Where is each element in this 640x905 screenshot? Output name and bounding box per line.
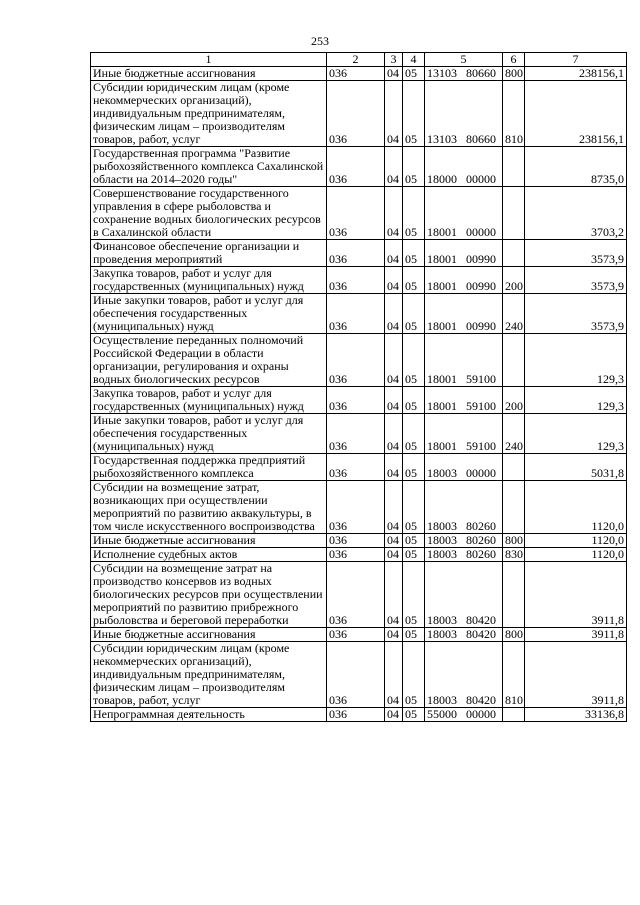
column-header: 7	[525, 53, 627, 67]
column-header: 5	[425, 53, 503, 67]
item-name-cell: Непрограммная деятельность	[91, 708, 327, 722]
item-name-cell: Иные бюджетные ассигнования	[91, 534, 327, 548]
subsection-cell: 05	[403, 334, 425, 387]
expense-type-cell	[503, 240, 525, 267]
subsection-cell: 05	[403, 548, 425, 562]
ministry-code-cell: 036	[327, 534, 385, 548]
column-header: 2	[327, 53, 385, 67]
table-row	[91, 267, 627, 294]
section-cell: 04	[385, 708, 403, 722]
table-row	[91, 534, 627, 548]
section-cell: 04	[385, 67, 403, 81]
subsection-cell: 05	[403, 642, 425, 708]
table-row	[91, 387, 627, 414]
ministry-code-cell: 036	[327, 628, 385, 642]
amount-cell: 8735,0	[525, 147, 627, 187]
subsection-cell: 05	[403, 81, 425, 147]
ministry-code-cell: 036	[327, 187, 385, 240]
item-name-cell: Субсидии юридическим лицам (кроме некоммерческих организаций), индивидуальным предпринимателям, физическим лицам – производителям товаров, работ, услуг	[91, 81, 327, 147]
target-article-cell: 18003 80420	[425, 562, 503, 628]
section-cell: 04	[385, 187, 403, 240]
amount-cell: 3911,8	[525, 628, 627, 642]
expense-type-cell	[503, 187, 525, 240]
target-article-cell: 13103 80660	[425, 81, 503, 147]
item-name-cell: Осуществление переданных полномочий Российской Федерации в области организации, регулирования и охраны водных биологических ресурсов	[91, 334, 327, 387]
subsection-cell: 05	[403, 294, 425, 334]
section-cell: 04	[385, 294, 403, 334]
subsection-cell: 05	[403, 240, 425, 267]
item-name-cell: Совершенствование государственного управления в сфере рыболовства и сохранение водных биологических ресурсов в Сахалинской области	[91, 187, 327, 240]
item-name-cell: Исполнение судебных актов	[91, 548, 327, 562]
expense-type-cell: 800	[503, 628, 525, 642]
column-header: 1	[91, 53, 327, 67]
section-cell: 04	[385, 548, 403, 562]
amount-cell: 1120,0	[525, 534, 627, 548]
subsection-cell: 05	[403, 534, 425, 548]
ministry-code-cell: 036	[327, 294, 385, 334]
ministry-code-cell: 036	[327, 267, 385, 294]
table-row	[91, 240, 627, 267]
amount-cell: 129,3	[525, 387, 627, 414]
item-name-cell: Государственная программа "Развитие рыбохозяйственного комплекса Сахалинской области на 2014–2020 годы"	[91, 147, 327, 187]
target-article-cell: 18001 59100	[425, 414, 503, 454]
table-row	[91, 481, 627, 534]
budget-table	[90, 52, 627, 722]
table-row	[91, 642, 627, 708]
section-cell: 04	[385, 534, 403, 548]
section-cell: 04	[385, 387, 403, 414]
subsection-cell: 05	[403, 387, 425, 414]
subsection-cell: 05	[403, 67, 425, 81]
subsection-cell: 05	[403, 454, 425, 481]
subsection-cell: 05	[403, 562, 425, 628]
ministry-code-cell: 036	[327, 548, 385, 562]
amount-cell: 238156,1	[525, 67, 627, 81]
table-row	[91, 708, 627, 722]
item-name-cell: Государственная поддержка предприятий рыбохозяйственного комплекса	[91, 454, 327, 481]
table-row	[91, 562, 627, 628]
item-name-cell: Закупка товаров, работ и услуг для государственных (муниципальных) нужд	[91, 267, 327, 294]
column-header: 4	[403, 53, 425, 67]
target-article-cell: 18003 80420	[425, 642, 503, 708]
item-name-cell: Иные бюджетные ассигнования	[91, 628, 327, 642]
item-name-cell: Субсидии на возмещение затрат, возникающих при осуществлении мероприятий по развитию аквакультуры, в том числе искусственного воспроизводства	[91, 481, 327, 534]
ministry-code-cell: 036	[327, 81, 385, 147]
section-cell: 04	[385, 454, 403, 481]
ministry-code-cell: 036	[327, 387, 385, 414]
expense-type-cell	[503, 562, 525, 628]
target-article-cell: 18003 80260	[425, 481, 503, 534]
amount-cell: 1120,0	[525, 548, 627, 562]
subsection-cell: 05	[403, 267, 425, 294]
item-name-cell: Финансовое обеспечение организации и проведения мероприятий	[91, 240, 327, 267]
target-article-cell: 18003 00000	[425, 454, 503, 481]
page-number: 253	[311, 34, 329, 48]
item-name-cell: Иные закупки товаров, работ и услуг для обеспечения государственных (муниципальных) нужд	[91, 294, 327, 334]
amount-cell: 129,3	[525, 414, 627, 454]
ministry-code-cell: 036	[327, 414, 385, 454]
target-article-cell: 18003 80260	[425, 548, 503, 562]
item-name-cell: Субсидии юридическим лицам (кроме некоммерческих организаций), индивидуальным предпринимателям, физическим лицам – производителям товаров, работ, услуг	[91, 642, 327, 708]
expense-type-cell: 810	[503, 642, 525, 708]
table-row	[91, 628, 627, 642]
ministry-code-cell: 036	[327, 147, 385, 187]
ministry-code-cell: 036	[327, 67, 385, 81]
table-row	[91, 67, 627, 81]
target-article-cell: 18001 00990	[425, 240, 503, 267]
expense-type-cell: 200	[503, 387, 525, 414]
table-row	[91, 147, 627, 187]
subsection-cell: 05	[403, 187, 425, 240]
amount-cell: 3911,8	[525, 642, 627, 708]
target-article-cell: 18001 00990	[425, 294, 503, 334]
amount-cell: 3703,2	[525, 187, 627, 240]
amount-cell: 3573,9	[525, 267, 627, 294]
amount-cell: 3573,9	[525, 240, 627, 267]
expense-type-cell	[503, 147, 525, 187]
expense-type-cell: 240	[503, 414, 525, 454]
expense-type-cell: 200	[503, 267, 525, 294]
section-cell: 04	[385, 628, 403, 642]
section-cell: 04	[385, 240, 403, 267]
expense-type-cell: 800	[503, 534, 525, 548]
amount-cell: 1120,0	[525, 481, 627, 534]
subsection-cell: 05	[403, 147, 425, 187]
section-cell: 04	[385, 562, 403, 628]
ministry-code-cell: 036	[327, 334, 385, 387]
section-cell: 04	[385, 334, 403, 387]
expense-type-cell: 830	[503, 548, 525, 562]
expense-type-cell: 800	[503, 67, 525, 81]
subsection-cell: 05	[403, 481, 425, 534]
amount-cell: 3573,9	[525, 294, 627, 334]
table-row	[91, 294, 627, 334]
table-row	[91, 454, 627, 481]
expense-type-cell	[503, 481, 525, 534]
item-name-cell: Субсидии на возмещение затрат на производство консервов из водных биологических ресурсов при осуществлении мероприятий по развитию прибрежного рыболовства и береговой переработки	[91, 562, 327, 628]
target-article-cell: 18001 00990	[425, 267, 503, 294]
header-row	[91, 53, 627, 67]
section-cell: 04	[385, 81, 403, 147]
amount-cell: 129,3	[525, 334, 627, 387]
amount-cell: 3911,8	[525, 562, 627, 628]
amount-cell: 238156,1	[525, 81, 627, 147]
target-article-cell: 13103 80660	[425, 67, 503, 81]
item-name-cell: Иные закупки товаров, работ и услуг для обеспечения государственных (муниципальных) нужд	[91, 414, 327, 454]
target-article-cell: 55000 00000	[425, 708, 503, 722]
target-article-cell: 18003 80420	[425, 628, 503, 642]
column-header: 6	[503, 53, 525, 67]
item-name-cell: Иные бюджетные ассигнования	[91, 67, 327, 81]
ministry-code-cell: 036	[327, 481, 385, 534]
column-header: 3	[385, 53, 403, 67]
ministry-code-cell: 036	[327, 240, 385, 267]
section-cell: 04	[385, 267, 403, 294]
target-article-cell: 18001 59100	[425, 387, 503, 414]
expense-type-cell	[503, 334, 525, 387]
ministry-code-cell: 036	[327, 708, 385, 722]
table-row	[91, 548, 627, 562]
table-row	[91, 334, 627, 387]
amount-cell: 33136,8	[525, 708, 627, 722]
expense-type-cell	[503, 454, 525, 481]
table-row	[91, 81, 627, 147]
section-cell: 04	[385, 642, 403, 708]
section-cell: 04	[385, 147, 403, 187]
target-article-cell: 18000 00000	[425, 147, 503, 187]
section-cell: 04	[385, 414, 403, 454]
table-row	[91, 414, 627, 454]
target-article-cell: 18003 80260	[425, 534, 503, 548]
subsection-cell: 05	[403, 414, 425, 454]
section-cell: 04	[385, 481, 403, 534]
expense-type-cell: 810	[503, 81, 525, 147]
target-article-cell: 18001 59100	[425, 334, 503, 387]
ministry-code-cell: 036	[327, 454, 385, 481]
ministry-code-cell: 036	[327, 562, 385, 628]
ministry-code-cell: 036	[327, 642, 385, 708]
target-article-cell: 18001 00000	[425, 187, 503, 240]
amount-cell: 5031,8	[525, 454, 627, 481]
table-row	[91, 187, 627, 240]
subsection-cell: 05	[403, 628, 425, 642]
subsection-cell: 05	[403, 708, 425, 722]
expense-type-cell: 240	[503, 294, 525, 334]
item-name-cell: Закупка товаров, работ и услуг для государственных (муниципальных) нужд	[91, 387, 327, 414]
expense-type-cell	[503, 708, 525, 722]
